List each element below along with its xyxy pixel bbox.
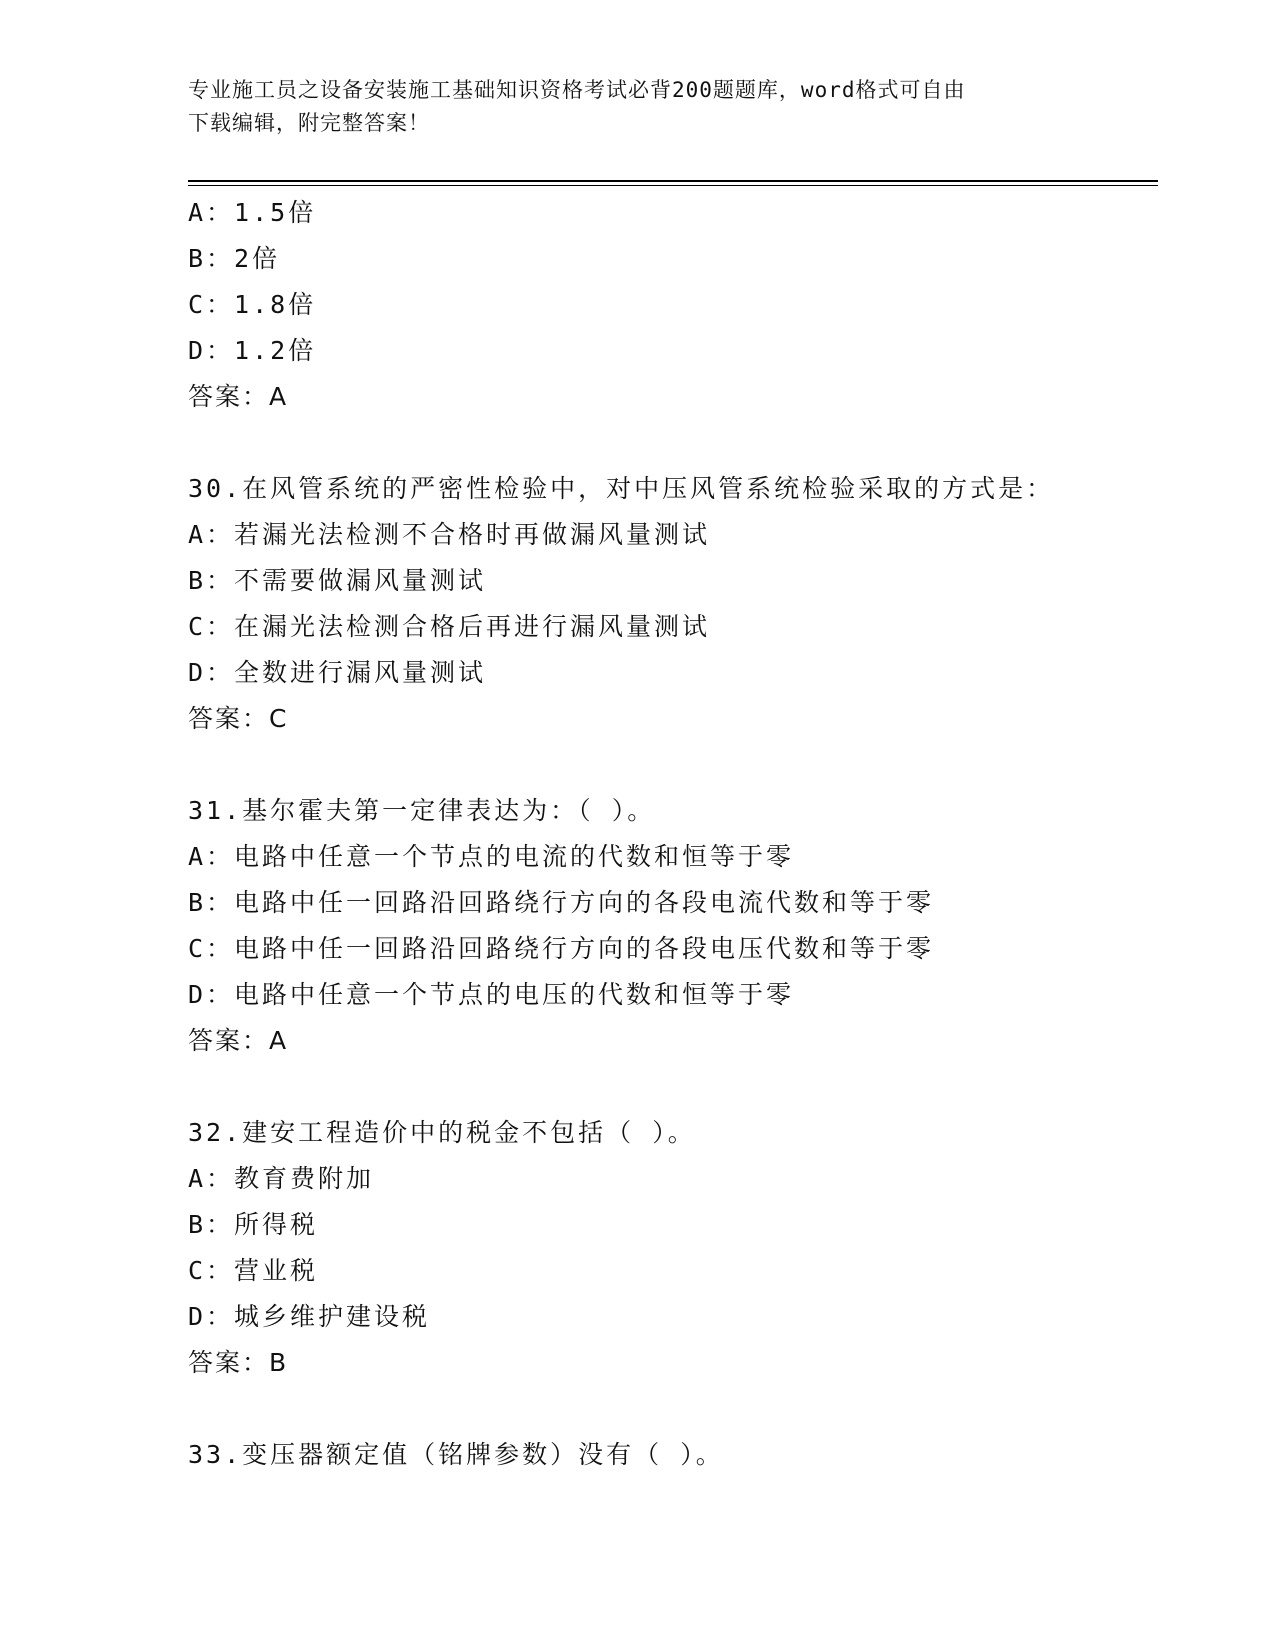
header-divider-thick [188,180,1158,182]
option-b: B：2倍 [188,244,281,273]
question-text: 32.建安工程造价中的税金不包括（ ）。 [188,1118,696,1147]
answer-line: 答案：A [188,1026,289,1055]
question-text: 30.在风管系统的严密性检验中，对中压风管系统检验采取的方式是： [188,474,1055,503]
option-c: C：1.8倍 [188,290,317,319]
option-d: D：全数进行漏风量测试 [188,658,487,687]
answer-line: 答案：C [188,704,289,733]
option-c: C：在漏光法检测合格后再进行漏风量测试 [188,612,711,641]
header-line-2: 下载编辑，附完整答案！ [188,111,430,135]
option-a: A：若漏光法检测不合格时再做漏风量测试 [188,520,711,549]
answer-line: 答案：B [188,1348,289,1377]
question-block-33 [188,1432,1168,1478]
option-b: B：不需要做漏风量测试 [188,566,487,595]
question-block-31 [188,788,1168,1064]
option-b: B：电路中任一回路沿回路绕行方向的各段电流代数和等于零 [188,888,935,917]
question-list [188,190,1168,1478]
option-d: D：1.2倍 [188,336,317,365]
question-block-30 [188,466,1168,742]
option-a: A：电路中任意一个节点的电流的代数和恒等于零 [188,842,795,871]
spacer [188,1386,1168,1432]
spacer [188,742,1168,788]
answer-line: 答案：A [188,382,289,411]
document-header [188,74,1088,140]
spacer [188,1064,1168,1110]
question-block-previous [188,190,1168,420]
question-text: 33.变压器额定值（铭牌参数）没有（ ）。 [188,1440,724,1469]
option-d: D：电路中任意一个节点的电压的代数和恒等于零 [188,980,795,1009]
header-line-1: 专业施工员之设备安装施工基础知识资格考试必背200题题库，word格式可自由 [188,78,966,102]
header-divider-thin [188,185,1158,186]
option-d: D：城乡维护建设税 [188,1302,431,1331]
option-c: C：电路中任一回路沿回路绕行方向的各段电压代数和等于零 [188,934,935,963]
spacer [188,420,1168,466]
question-block-32 [188,1110,1168,1386]
option-a: A：教育费附加 [188,1164,375,1193]
question-text: 31.基尔霍夫第一定律表达为：（ ）。 [188,796,656,825]
option-c: C：营业税 [188,1256,319,1285]
option-b: B：所得税 [188,1210,319,1239]
option-a: A：1.5倍 [188,198,317,227]
